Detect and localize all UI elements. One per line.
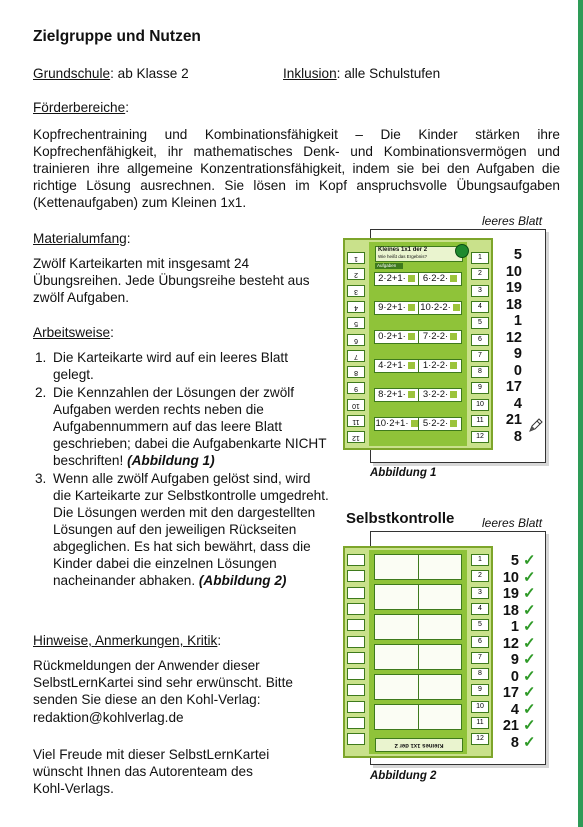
answer-value: 1 (513, 313, 522, 329)
answer-value: 21 (502, 718, 519, 734)
page-edge-stripe (578, 0, 583, 827)
answer-value: 4 (513, 395, 522, 412)
side-tab-left: 3 (347, 285, 365, 297)
side-tab-left: 10 (347, 399, 365, 411)
check-icon: ✓ (523, 568, 536, 586)
task-left (375, 389, 418, 401)
solution-right (418, 585, 461, 609)
inklusion-line (283, 65, 440, 82)
side-tab-right: 6 (471, 334, 489, 346)
side-tab-right: 9 (471, 382, 489, 394)
step-item (33, 349, 331, 383)
task-left-text: 4·2+1· (378, 360, 406, 371)
step-number: 3. (35, 471, 47, 486)
side-tab-right: 8 (471, 366, 489, 378)
answer-box (408, 275, 415, 282)
side-tab-right: 2 (471, 570, 489, 582)
step-number: 2. (35, 385, 47, 400)
materialumfang-label: Materialumfang (33, 231, 127, 246)
side-tab-right: 12 (471, 733, 489, 745)
answer-value: 9 (513, 346, 522, 362)
arbeitsweise-label: Arbeitsweise (33, 325, 111, 340)
side-tab-right: 11 (471, 415, 489, 427)
task-right (418, 331, 461, 343)
solution-left (375, 585, 418, 609)
answer-box (408, 362, 415, 369)
side-tab-left (347, 570, 365, 582)
solution-row (374, 614, 462, 640)
answer-value: 21 (505, 412, 522, 428)
step-item (33, 384, 331, 469)
side-tab-left: 4 (347, 301, 365, 313)
card-title-flipped: Kleines 1x1 der 2 (394, 742, 444, 748)
card-subtitle: Wie heißt das Ergebnis? (378, 254, 428, 259)
side-tab-right: 3 (471, 587, 489, 599)
task-right-text: 7·2-2· (422, 331, 449, 342)
fig1-sheet-label: leeres Blatt (482, 214, 543, 228)
side-tab-right: 5 (471, 619, 489, 631)
hinweise-colon: : (217, 633, 222, 648)
check-icon: ✓ (523, 618, 536, 635)
answer-value: 5 (513, 247, 522, 263)
answer-value: 0 (513, 362, 522, 379)
hinweise-heading (33, 632, 221, 649)
task-left (375, 302, 418, 314)
step-text: Wenn alle zwölf Aufgaben gelöst sind, wird die Karteikarte zur Selbstkontrolle umgedreht. Die Lösungen werden mit den dargestellten Lösungen auf den jeweiligen Rückseiten abgeglichen. Es hat sich bewährt, dass die Kinder dabei die einzelnen Lösungen nacheinander abhaken. (53, 471, 329, 588)
answer-value: 12 (505, 329, 522, 346)
side-tab-right: 4 (471, 301, 489, 313)
fig2-sheet-label: leeres Blatt (482, 516, 543, 530)
solution-right (418, 645, 461, 669)
task-right-text: 3·2-2· (422, 389, 449, 400)
check-icon: ✓ (523, 667, 536, 685)
side-tab-left: 8 (347, 366, 365, 378)
check-icon: ✓ (523, 733, 536, 751)
side-tab-right: 1 (471, 554, 489, 566)
answer-value: 17 (505, 379, 522, 395)
answer-value: 18 (505, 296, 522, 313)
materialumfang-colon: : (126, 231, 131, 246)
task-row (374, 330, 462, 344)
task-left-text: 10·2+1· (375, 418, 409, 429)
task-row (374, 272, 462, 286)
materialumfang-heading (33, 230, 130, 247)
answer-value: 9 (510, 652, 519, 668)
task-right (418, 360, 461, 372)
task-right (418, 302, 461, 314)
inklusion-label: Inklusion (283, 66, 337, 81)
task-left (375, 418, 418, 430)
check-icon: ✓ (523, 552, 536, 569)
solution-row (374, 584, 462, 610)
task-right-text: 5·2-2· (422, 418, 449, 429)
answer-value: 8 (510, 734, 519, 751)
side-tab-right: 11 (471, 717, 489, 729)
solution-left (375, 555, 418, 579)
foerderbereiche-label: Förderbereiche (33, 100, 126, 115)
answer-box (453, 304, 460, 311)
arbeitsweise-colon: : (110, 325, 114, 340)
check-icon: ✓ (523, 684, 536, 701)
foerderbereiche-heading (33, 99, 129, 116)
step-item (33, 470, 331, 589)
side-tab-right: 10 (471, 399, 489, 411)
card-title: Kleines 1x1 der 2 (378, 247, 428, 253)
check-icon: ✓ (523, 601, 536, 619)
task-left-text: 0·2+1· (378, 331, 406, 342)
fig1-caption: Abbildung 1 (370, 467, 437, 479)
task-left (375, 273, 418, 285)
answer-box (411, 420, 418, 427)
answer-box (408, 391, 415, 398)
foerderbereiche-text: Kopfrechentraining und Kombinationsfähigkeit – Die Kinder stärken ihre Kopfrechenfähigkeit, ihr mathematisches Denk- und Kombinationsvermögen und trainieren ihre allgemeine Konzentrationsfähigkeit, indem sie bei den Aufgaben die richtige Lösung ausrechnen. Sie lösen im Kopf anspruchsvolle Übungsaufgaben (Kettenaufgaben) zum Kleinen 1x1. (33, 127, 560, 210)
card-title-box-flipped (375, 738, 463, 752)
grundschule-line (33, 65, 189, 82)
check-icon: ✓ (523, 634, 536, 652)
pencil-icon (527, 418, 543, 434)
hinweise-label: Hinweise, Anmerkungen, Kritik (33, 633, 218, 648)
task-left (375, 331, 418, 343)
fig2-solution-card (343, 546, 493, 758)
side-tab-right: 8 (471, 668, 489, 680)
step-text: Die Kennzahlen der Lösungen der zwölf Aufgaben werden rechts neben die Aufgabennummern auf das leere Blatt geschrieben; dabei die Aufgabenkarte NICHT beschriften! (53, 385, 327, 468)
step-text: Die Karteikarte wird auf ein leeres Blatt gelegt. (53, 350, 288, 382)
answer-value: 4 (510, 701, 519, 718)
card-title-box (375, 246, 463, 262)
answer-box (450, 391, 457, 398)
side-tab-left (347, 636, 365, 648)
arbeitsweise-steps (33, 349, 331, 590)
side-tab-left (347, 619, 365, 631)
task-row (374, 301, 462, 315)
side-tab-left (347, 603, 365, 615)
task-left (375, 360, 418, 372)
answer-value: 1 (510, 619, 519, 635)
answer-value: 12 (502, 635, 519, 652)
check-icon: ✓ (523, 700, 536, 718)
answer-value: 10 (505, 263, 522, 280)
side-tab-right: 4 (471, 603, 489, 615)
side-tab-left (347, 668, 365, 680)
side-tab-left: 12 (347, 431, 365, 443)
answer-value: 17 (502, 685, 519, 701)
side-tab-right: 10 (471, 701, 489, 713)
side-tab-left: 1 (347, 252, 365, 264)
answer-box (450, 275, 457, 282)
solution-left (375, 645, 418, 669)
side-tab-left (347, 652, 365, 664)
fig2-caption: Abbildung 2 (370, 770, 437, 782)
side-tab-left: 7 (347, 350, 365, 362)
answer-value: 5 (510, 553, 519, 569)
side-tab-left (347, 554, 365, 566)
side-tab-right: 5 (471, 317, 489, 329)
inklusion-value: : alle Schulstufen (336, 66, 441, 81)
email-link[interactable]: redaktion@kohlverlag.de (33, 710, 184, 725)
task-right (418, 418, 461, 430)
solution-right (418, 555, 461, 579)
check-icon: ✓ (523, 651, 536, 668)
task-row (374, 359, 462, 373)
step-ref: (Abbildung 1) (127, 453, 215, 468)
answer-value: 0 (510, 668, 519, 685)
task-right (418, 273, 461, 285)
side-tab-left: 9 (347, 382, 365, 394)
answer-box (408, 333, 415, 340)
answer-box (450, 333, 457, 340)
task-right (418, 389, 461, 401)
fig1-task-card (343, 238, 493, 450)
side-tab-right: 1 (471, 252, 489, 264)
side-tab-left (347, 587, 365, 599)
task-row (374, 388, 462, 402)
task-left-text: 8·2+1· (378, 389, 406, 400)
check-icon: ✓ (523, 717, 536, 734)
step-ref: (Abbildung 2) (198, 573, 287, 588)
side-tab-right: 12 (471, 431, 489, 443)
solution-row (374, 554, 462, 580)
side-tab-right: 9 (471, 684, 489, 696)
arbeitsweise-heading (33, 324, 114, 341)
solution-right (418, 615, 461, 639)
solution-right (418, 705, 461, 729)
answer-value: 19 (502, 586, 519, 602)
side-tab-left: 5 (347, 317, 365, 329)
side-tab-left (347, 701, 365, 713)
task-left-text: 9·2+1· (378, 302, 406, 313)
task-right-text: 6·2-2· (422, 273, 449, 284)
side-tab-right: 6 (471, 636, 489, 648)
answer-box (408, 304, 415, 311)
solution-left (375, 615, 418, 639)
grundschule-value: : ab Klasse 2 (110, 66, 189, 81)
solution-row (374, 674, 462, 700)
side-tab-left: 6 (347, 334, 365, 346)
side-tab-left: 2 (347, 268, 365, 280)
page-title: Zielgruppe und Nutzen (33, 28, 201, 45)
materialumfang-text: Zwölf Karteikarten mit insgesamt 24 Übungsreihen. Jede Übungsreihe besteht aus zwölf Aufgaben. (33, 256, 310, 305)
side-tab-right: 2 (471, 268, 489, 280)
answer-value: 18 (502, 602, 519, 619)
solution-row (374, 704, 462, 730)
answer-box (450, 362, 457, 369)
answer-value: 8 (513, 428, 522, 445)
solution-left (375, 705, 418, 729)
grundschule-label: Grundschule (33, 66, 111, 81)
side-tab-right: 7 (471, 350, 489, 362)
side-tab-right: 7 (471, 652, 489, 664)
check-icon: ✓ (523, 585, 536, 602)
hinweise-text: Rückmeldungen der Anwender dieser SelbstLernKartei sind sehr erwünscht. Bitte senden Sie diese an den Kohl-Verlag: (33, 658, 293, 707)
answer-box (450, 420, 457, 427)
task-row (374, 417, 462, 431)
side-tab-left (347, 717, 365, 729)
task-left-text: 2·2+1· (378, 273, 406, 284)
side-tab-left (347, 733, 365, 745)
side-tab-left (347, 684, 365, 696)
card-tab-label: Aufgaben (375, 263, 403, 269)
side-tab-left: 11 (347, 415, 365, 427)
solution-row (374, 644, 462, 670)
fig2-title: Selbstkontrolle (346, 510, 455, 527)
answer-value: 19 (505, 280, 522, 296)
solution-right (418, 675, 461, 699)
solution-left (375, 675, 418, 699)
task-right-text: 10·2-2· (420, 302, 451, 313)
closing-text: Viel Freude mit dieser SelbstLernKartei wünscht Ihnen das Autorenteam des Kohl-Verlags. (33, 747, 270, 796)
foerderbereiche-colon: : (125, 100, 129, 115)
step-number: 1. (35, 350, 47, 365)
turtle-logo (455, 244, 469, 258)
side-tab-right: 3 (471, 285, 489, 297)
answer-value: 10 (502, 569, 519, 586)
task-right-text: 1·2-2· (422, 360, 449, 371)
